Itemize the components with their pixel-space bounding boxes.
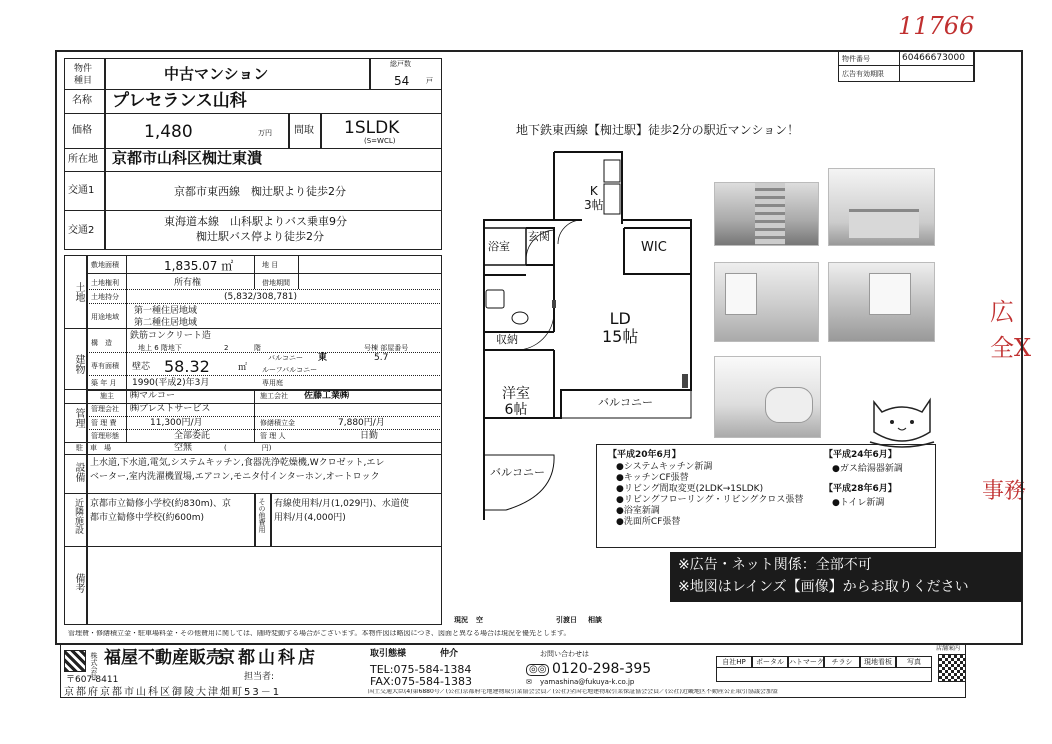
manager-value: 日勤 [360, 431, 379, 441]
qr-label: 店舗案内 [936, 645, 961, 652]
room-no-label: 号棟 部屋番号 [364, 344, 409, 352]
current-status-value: 空 [476, 616, 483, 624]
management-group-label: 管理 [73, 408, 84, 428]
plan-balcony-main: バルコニー [598, 396, 653, 409]
company-logo-icon [64, 650, 86, 672]
handwritten-stamp: 事務 [982, 479, 1027, 504]
tel: TEL:075-584-1384 [370, 663, 472, 676]
agent-value: 仲介 [440, 649, 459, 659]
equipment-line2: ベーター,室内洗濯機置場,エアコン,モニタ付インターホン,オートロック [90, 472, 380, 482]
land-area-value: 1,835.07 ㎡ [164, 259, 234, 273]
transport2-line1: 東海道本線 山科駅よりバス乗車9分 [164, 215, 347, 228]
floor-label: 階 [254, 344, 261, 352]
postal-code: 〒607-8411 [66, 675, 119, 685]
qr-code-icon [938, 654, 966, 682]
company-address: 京都府京都市山科区御陵大津畑町53－1 [64, 687, 282, 698]
media-col: 写真 [896, 656, 932, 668]
branch-name: 京都山科店 [218, 648, 318, 668]
freedial-icon: ◎◎ [526, 664, 549, 676]
company-name: 福屋不動産販売 [104, 648, 223, 668]
building-group-label: 建物 [73, 354, 84, 374]
property-number-box [838, 50, 974, 82]
plan-bath: 浴室 [488, 240, 510, 253]
renovation-h24-item: ●ガス給湯器新調 [832, 464, 903, 474]
ad-expiry-label: 広告有効期限 [838, 65, 900, 82]
other-fees-line2: 用料/月(4,000円) [274, 513, 346, 523]
renovation-item: ●浴室新調 [616, 506, 660, 516]
notice-line2: ※地図はレインズ【画像】からお取りください [678, 579, 969, 595]
renovation-item: ●リビングフローリング・リビングクロス張替 [616, 495, 804, 505]
cat-mascot-icon [866, 392, 938, 452]
nearby-line2: 都市立勧修中学校(約600m) [90, 513, 204, 523]
units-label: 総戸数 [390, 60, 411, 68]
notice-line1: ※広告・ネット関係：全部不可 [678, 557, 872, 573]
price-label: 価格 [72, 125, 92, 136]
built-value: 1990(平成2)年3月 [132, 378, 210, 388]
k-size: 3帖 [584, 197, 604, 212]
media-table [716, 656, 932, 682]
price-value: 1,480 [144, 122, 193, 142]
other-fees-line1: 有線使用料/月(1,029円)、水道使 [274, 499, 409, 509]
transport2-label: 交通2 [68, 225, 95, 236]
balcony-direction: 東 [318, 353, 328, 363]
property-number-label: 物件番号 [838, 50, 900, 66]
renovation-h28-item: ●トイレ新調 [832, 498, 885, 508]
structure-label: 構 造 [91, 339, 112, 347]
photo-living2 [828, 262, 935, 342]
area-value: 58.32 [164, 357, 210, 376]
email: yamashina@fukuya-k.co.jp [540, 678, 635, 686]
land-right-value: 所有権 [174, 278, 202, 288]
built-label: 築 年 月 [91, 379, 117, 387]
floors-value: 地上 6 階地下 [138, 344, 182, 352]
renovation-h28-title: 【平成28年6月】 [824, 484, 897, 494]
form-label: 管理形態 [91, 432, 119, 440]
transport1-label: 交通1 [68, 185, 95, 196]
fee-label: 管 理 費 [91, 419, 117, 427]
plan-balcony-small: バルコニー [490, 466, 545, 479]
roof-balcony-label: ルーフバルコニー [262, 366, 318, 374]
footnote: 管理費・修繕積立金・駐車場料金・その他費用に関しては、随時変動する場合がございます。本物件図は略図につき、図面と異なる場合は現況を優先とします。 [68, 630, 571, 637]
handwritten-ad: 広 [990, 298, 1014, 326]
company-value: ㈱プレストサービス [130, 404, 211, 414]
photo-bathroom [714, 356, 821, 438]
transport2-line2: 椥辻駅バス停より徒歩2分 [196, 230, 324, 243]
freedial-number: 0120-298-395 [552, 661, 652, 677]
area-prefix: 壁芯 [132, 362, 151, 372]
land-lease-label: 借地期間 [262, 279, 290, 287]
nearby-label: 近隣施設 [73, 498, 83, 534]
land-area-label: 敷地面積 [91, 261, 119, 269]
land-share-label: 土地持分 [91, 293, 119, 301]
builder-value: 佐藤工業㈱ [304, 391, 350, 401]
land-zone-value1: 第一種住居地域 [134, 306, 198, 316]
manager-label: 管 理 人 [260, 432, 286, 440]
ad-expiry-value [899, 65, 975, 82]
parking-label: 駐 車 場 [76, 444, 111, 452]
remarks-label: 備考 [73, 573, 84, 593]
renovation-item: ●キッチンCF張替 [616, 473, 689, 483]
plan-ld [602, 310, 638, 347]
units-value: 54 [394, 74, 410, 88]
renovation-h20-title: 【平成20年6月】 [608, 450, 681, 460]
structure-value: 鉄筋コンクリート造 [130, 331, 211, 341]
handler-label: 担当者: [244, 672, 275, 682]
ld-size: 15帖 [602, 327, 639, 347]
plan-k-label [584, 185, 604, 213]
land-zone-value2: 第二種住居地域 [134, 318, 198, 328]
renovation-item: ●リビング間取変更(2LDK→1SLDK) [616, 484, 764, 494]
floor-number: 2 [224, 344, 229, 352]
address-label: 所在地 [68, 154, 98, 165]
address-value: 京都市山科区椥辻東潰 [112, 149, 263, 167]
layout-label: 間取 [294, 125, 314, 136]
area-label: 専有面積 [91, 362, 119, 370]
property-number-value: 60466673000 [899, 50, 975, 66]
layout-value: 1SLDK [344, 118, 400, 138]
land-right-label: 土地権利 [91, 279, 119, 287]
company-label: 管理会社 [91, 405, 119, 413]
ld-label: LD [609, 309, 631, 328]
transport1-value: 京都市東西線 椥辻駅より徒歩2分 [174, 185, 346, 198]
media-col: ハトマーク [789, 658, 824, 666]
renovation-item: ●システムキッチン新調 [616, 462, 713, 472]
fee-value: 11,300円/月 [150, 418, 203, 428]
handover-value: 相談 [588, 616, 602, 624]
type-value: 中古マンション [164, 65, 269, 83]
repair-label: 修繕積立金 [260, 419, 295, 427]
builder-label: 施工会社 [260, 392, 288, 400]
photo-exterior [714, 182, 819, 246]
area-unit: ㎡ [238, 363, 248, 373]
price-unit: 万円 [258, 129, 272, 137]
media-col: 現地看板 [860, 656, 896, 668]
fax: FAX:075-584-1383 [370, 675, 473, 688]
land-zone-label: 用途地域 [91, 313, 119, 321]
land-share-value: (5,832/308,781) [224, 292, 298, 302]
balcony-area: 5.7 [374, 353, 389, 363]
plan-wic: WIC [641, 240, 667, 255]
land-group-label: 土地 [73, 282, 84, 302]
k-label: K [589, 184, 598, 198]
repair-value: 7,880円/月 [338, 418, 385, 428]
renovation-h24-title: 【平成24年6月】 [824, 450, 897, 460]
plan-western [502, 386, 530, 418]
seller-label: 施主 [100, 392, 114, 400]
western-size: 6帖 [504, 402, 528, 419]
info-table [64, 58, 442, 642]
renovation-item: ●洗面所CF張替 [616, 517, 681, 527]
property-name: プレセランス山科 [112, 91, 247, 111]
company-kind: 株式会社 [90, 652, 98, 680]
handover-label: 引渡日 [556, 616, 577, 624]
media-col: チラシ [824, 656, 860, 668]
equipment-label: 設備 [73, 462, 84, 482]
email-icon: ✉ [526, 678, 532, 686]
current-status-label: 現況 [454, 616, 468, 624]
equipment-line1: 上水道,下水道,電気,システムキッチン,食器洗浄乾燥機,Wクロゼット,エレ [90, 458, 385, 468]
layout-note: (S=WCL) [364, 137, 396, 145]
photo-kitchen [828, 168, 935, 246]
parking-value: 空無 [174, 443, 193, 453]
units-unit: 戸 [426, 77, 433, 85]
handwritten-ad-none: 全X [990, 334, 1032, 362]
agent-label: 取引態様 [370, 649, 407, 659]
media-col: 自社HP [716, 656, 752, 668]
land-tax-label: 地 目 [262, 261, 279, 269]
contact-label: お問い合わせは [540, 650, 589, 658]
name-label: 名称 [72, 95, 92, 106]
form-value: 全部委託 [174, 431, 211, 441]
other-fees-label: その他費用 [258, 498, 266, 533]
garden-label: 専用庭 [262, 379, 283, 387]
plan-storage: 収納 [496, 333, 518, 346]
nearby-line1: 京都市立勧修小学校(約830m)、京 [90, 499, 231, 509]
headline: 地下鉄東西線【椥辻駅】徒歩2分の駅近マンション！ [516, 123, 800, 137]
photo-living1 [714, 262, 819, 342]
balcony-label: バルコニー [268, 354, 303, 362]
seller-value: ㈱マルコー [130, 391, 176, 401]
renovation-h20-list [616, 463, 803, 527]
plan-entry: 玄関 [528, 230, 550, 243]
license-line: 国土交通大臣(4)第6880号／(公社)京都府宅地建物取引業協会会員／(公社)全国宅地建物取引業保証協会会員／(公社)近畿地区不動産公正取引協議会加盟 [368, 689, 778, 695]
handwritten-number: 11766 [898, 12, 975, 40]
parking-price: ( 円) [224, 444, 272, 452]
media-col: ポータル [752, 656, 788, 668]
western-label: 洋室 [502, 386, 530, 402]
type-label: 物件 種目 [74, 64, 93, 86]
